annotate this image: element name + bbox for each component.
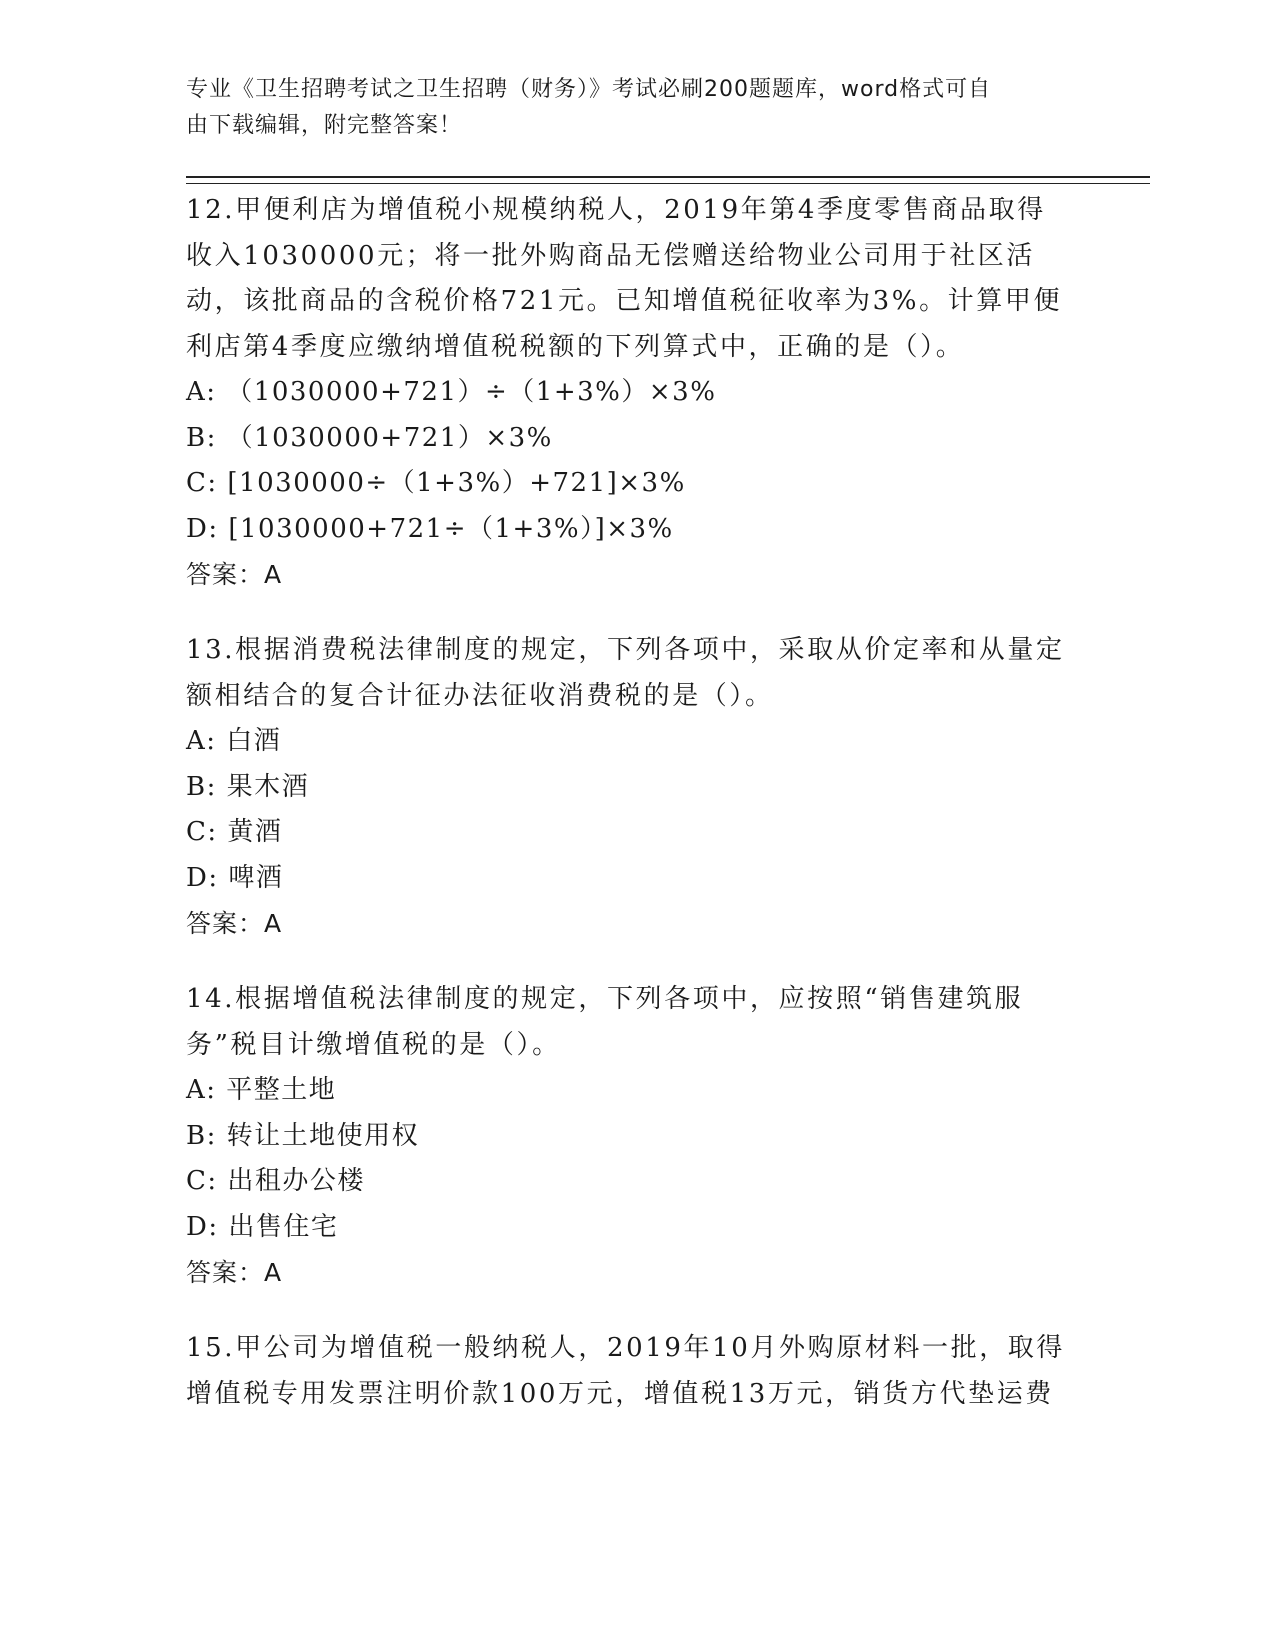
option-a: A: 白酒 [186, 726, 282, 756]
header-divider-thick [186, 176, 1150, 178]
answer-label: 答案：A [186, 909, 283, 938]
question-stem: 15.甲公司为增值税一般纳税人，2019年10月外购原材料一批，取得增值税专用发票注明价款100万元，增值税13万元，销货方代垫运费 [186, 1333, 1066, 1409]
question-12 [186, 188, 1086, 598]
question-15 [186, 1326, 1086, 1417]
option-d: D: [1030000+721÷（1+3%）]×3% [186, 513, 674, 544]
header-divider-thin [186, 183, 1150, 184]
option-d: D: 出售住宅 [186, 1211, 339, 1242]
question-14 [186, 977, 1086, 1296]
question-list [186, 188, 1086, 1447]
option-c: C: 出租办公楼 [186, 1166, 365, 1196]
option-b: B: 转让土地使用权 [186, 1120, 420, 1151]
question-stem: 14.根据增值税法律制度的规定，下列各项中，应按照“销售建筑服务”税目计缴增值税的是（）。 [186, 984, 1024, 1060]
answer-label: 答案：A [186, 1258, 283, 1287]
document-header [186, 72, 1066, 144]
option-a: A: 平整土地 [186, 1075, 337, 1105]
option-b: B: （1030000+721）×3% [186, 422, 553, 453]
header-line-1: 专业《卫生招聘考试之卫生招聘（财务）》考试必刷200题题库，word格式可自 [186, 77, 992, 102]
header-line-2: 由下载编辑，附完整答案！ [186, 113, 463, 138]
option-b: B: 果木酒 [186, 771, 310, 802]
option-c: C: [1030000÷（1+3%）+721]×3% [186, 468, 686, 498]
question-stem: 13.根据消费税法律制度的规定，下列各项中，采取从价定率和从量定额相结合的复合计征办法征收消费税的是（）。 [186, 635, 1065, 711]
answer-label: 答案：A [186, 560, 283, 589]
question-13 [186, 628, 1086, 947]
question-stem: 12.甲便利店为增值税小规模纳税人，2019年第4季度零售商品取得收入1030000元；将一批外购商品无偿赠送给物业公司用于社区活动，该批商品的含税价格721元。已知增值税征收率为3%。计算甲便利店第4季度应缴纳增值税税额的下列算式中，正确的是（）。 [186, 195, 1063, 362]
option-d: D: 啤酒 [186, 862, 284, 893]
option-a: A: （1030000+721）÷（1+3%）×3% [186, 377, 717, 407]
option-c: C: 黄酒 [186, 817, 283, 847]
